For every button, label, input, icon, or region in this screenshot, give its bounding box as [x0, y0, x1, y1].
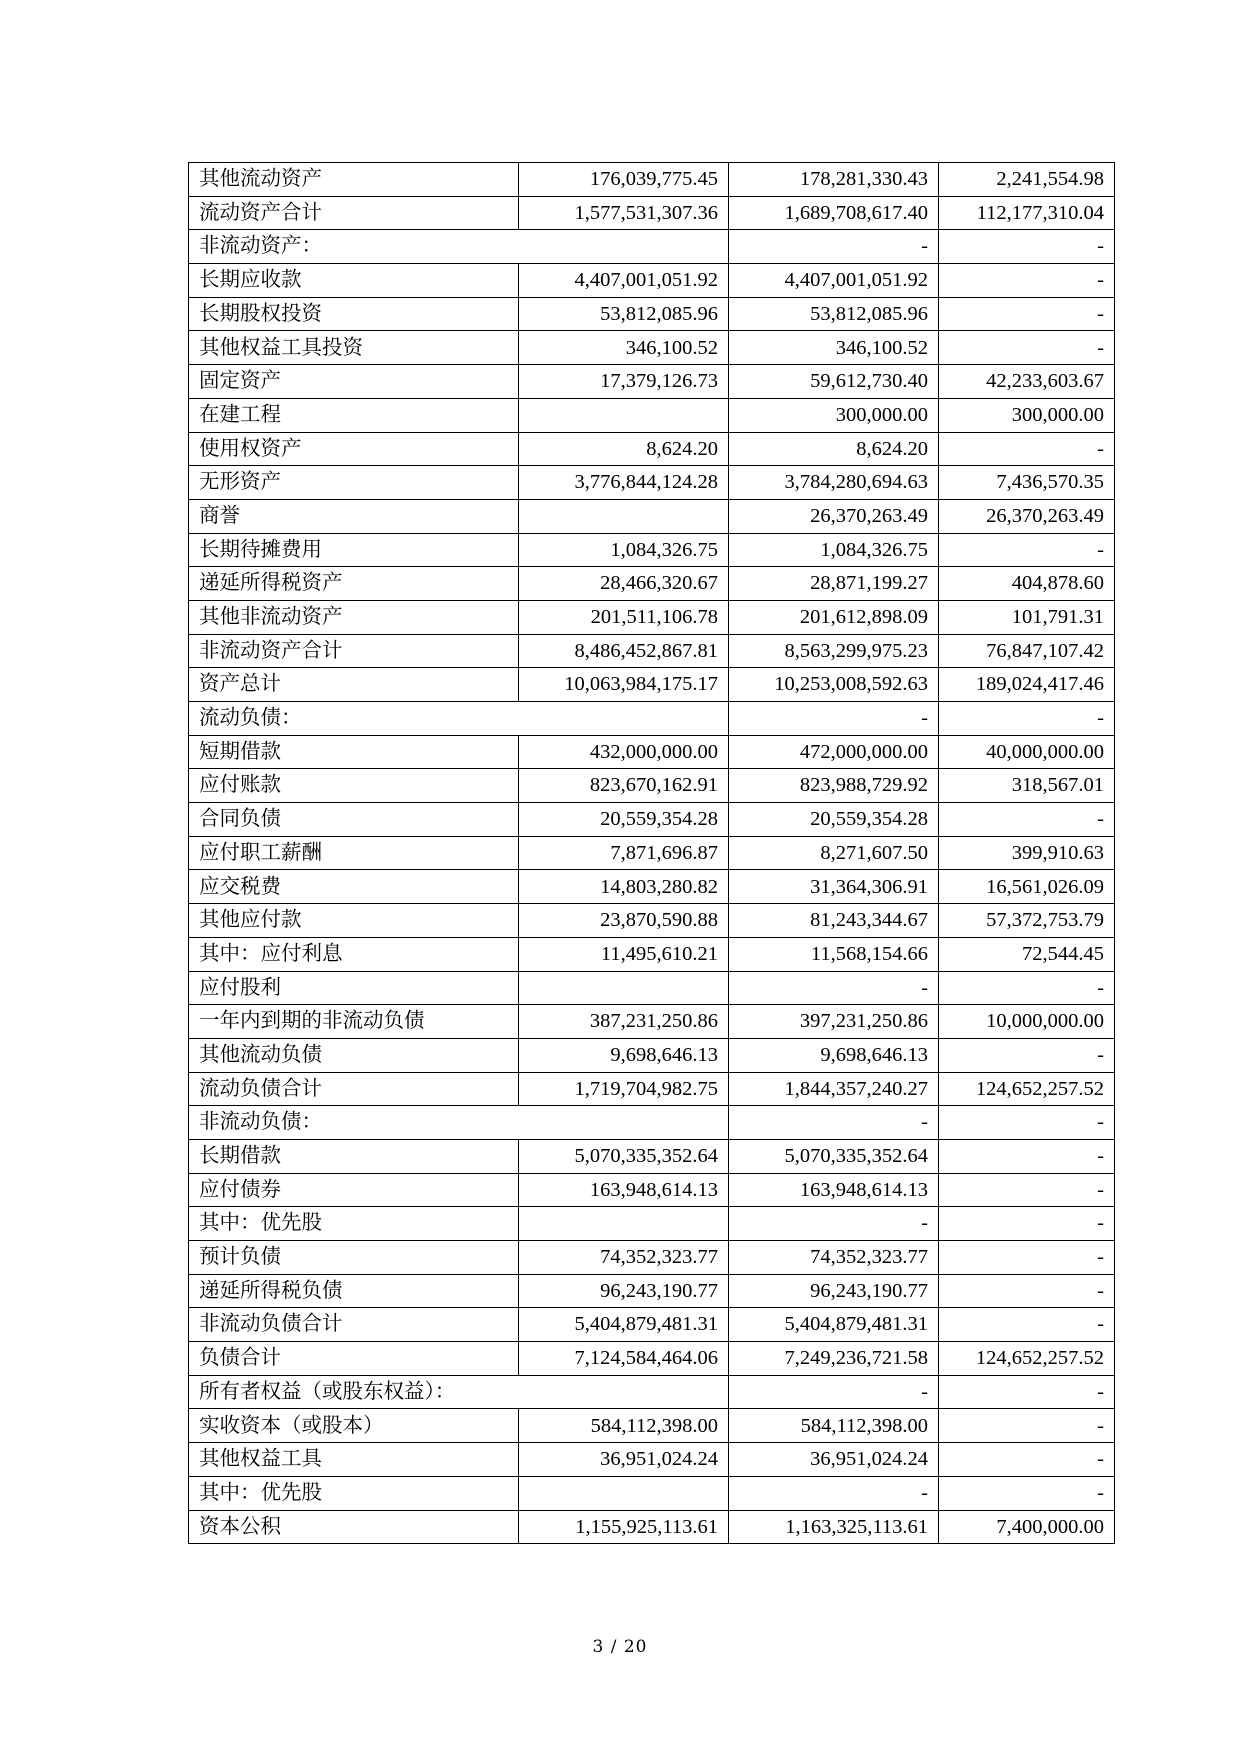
- value-col-3: -: [939, 1308, 1115, 1342]
- value-col-1: 28,466,320.67: [519, 567, 729, 601]
- value-col-3: -: [939, 1139, 1115, 1173]
- value-col-1: 14,803,280.82: [519, 870, 729, 904]
- table-row: [189, 1038, 1115, 1072]
- value-col-1: 432,000,000.00: [519, 735, 729, 769]
- row-label: 非流动负债：: [189, 1106, 729, 1140]
- row-label: 非流动资产：: [189, 230, 729, 264]
- value-col-2: 823,988,729.92: [729, 769, 939, 803]
- value-col-1: 163,948,614.13: [519, 1173, 729, 1207]
- value-col-1: 1,577,531,307.36: [519, 196, 729, 230]
- table-row: [189, 971, 1115, 1005]
- value-col-1: 20,559,354.28: [519, 803, 729, 837]
- value-col-2: 472,000,000.00: [729, 735, 939, 769]
- value-col-3: 124,652,257.52: [939, 1072, 1115, 1106]
- value-col-3: -: [939, 971, 1115, 1005]
- table-row: [189, 1510, 1115, 1544]
- current-page: 3: [592, 1637, 605, 1657]
- value-col-3: 7,400,000.00: [939, 1510, 1115, 1544]
- value-col-1: 23,870,590.88: [519, 904, 729, 938]
- row-label: 应付职工薪酬: [189, 836, 519, 870]
- value-col-3: 399,910.63: [939, 836, 1115, 870]
- table-row: [189, 937, 1115, 971]
- value-col-3: 404,878.60: [939, 567, 1115, 601]
- value-col-3: -: [939, 1375, 1115, 1409]
- row-label: 应付账款: [189, 769, 519, 803]
- table-row: [189, 499, 1115, 533]
- value-col-3: -: [939, 1274, 1115, 1308]
- value-col-2: 4,407,001,051.92: [729, 264, 939, 298]
- table-row: [189, 1139, 1115, 1173]
- value-col-3: -: [939, 702, 1115, 736]
- row-label: 商誉: [189, 499, 519, 533]
- value-col-2: 397,231,250.86: [729, 1005, 939, 1039]
- value-col-2: 20,559,354.28: [729, 803, 939, 837]
- table-row: [189, 163, 1115, 197]
- value-col-3: -: [939, 432, 1115, 466]
- value-col-2: 10,253,008,592.63: [729, 668, 939, 702]
- row-label: 合同负债: [189, 803, 519, 837]
- value-col-1: 8,624.20: [519, 432, 729, 466]
- table-row: [189, 264, 1115, 298]
- value-col-2: 584,112,398.00: [729, 1409, 939, 1443]
- table-row: [189, 331, 1115, 365]
- row-label: 长期股权投资: [189, 297, 519, 331]
- table-row: [189, 668, 1115, 702]
- value-col-1: [519, 971, 729, 1005]
- value-col-3: 7,436,570.35: [939, 466, 1115, 500]
- row-label: 其他权益工具投资: [189, 331, 519, 365]
- row-label: 在建工程: [189, 398, 519, 432]
- value-col-3: -: [939, 297, 1115, 331]
- value-col-1: 10,063,984,175.17: [519, 668, 729, 702]
- value-col-1: [519, 1476, 729, 1510]
- value-col-2: 36,951,024.24: [729, 1443, 939, 1477]
- value-col-1: [519, 398, 729, 432]
- value-col-3: -: [939, 533, 1115, 567]
- row-label: 一年内到期的非流动负债: [189, 1005, 519, 1039]
- table-row: [189, 1106, 1115, 1140]
- row-label: 预计负债: [189, 1241, 519, 1275]
- table-row: [189, 702, 1115, 736]
- value-col-1: [519, 1207, 729, 1241]
- row-label: 其他流动资产: [189, 163, 519, 197]
- table-row: [189, 735, 1115, 769]
- table-row: [189, 1274, 1115, 1308]
- table-row: [189, 567, 1115, 601]
- value-col-1: 176,039,775.45: [519, 163, 729, 197]
- row-label: 实收资本（或股本）: [189, 1409, 519, 1443]
- value-col-3: 300,000.00: [939, 398, 1115, 432]
- value-col-2: 1,844,357,240.27: [729, 1072, 939, 1106]
- row-label: 使用权资产: [189, 432, 519, 466]
- value-col-1: 7,871,696.87: [519, 836, 729, 870]
- table-row: [189, 365, 1115, 399]
- value-col-2: -: [729, 230, 939, 264]
- value-col-1: 5,404,879,481.31: [519, 1308, 729, 1342]
- value-col-1: 201,511,106.78: [519, 600, 729, 634]
- value-col-3: 16,561,026.09: [939, 870, 1115, 904]
- value-col-3: 318,567.01: [939, 769, 1115, 803]
- table-row: [189, 1308, 1115, 1342]
- table-row: [189, 1207, 1115, 1241]
- table-row: [189, 196, 1115, 230]
- table-row: [189, 398, 1115, 432]
- value-col-2: 11,568,154.66: [729, 937, 939, 971]
- value-col-2: 74,352,323.77: [729, 1241, 939, 1275]
- row-label: 无形资产: [189, 466, 519, 500]
- value-col-3: 76,847,107.42: [939, 634, 1115, 668]
- value-col-1: 11,495,610.21: [519, 937, 729, 971]
- row-label: 其中：优先股: [189, 1476, 519, 1510]
- row-label: 流动负债合计: [189, 1072, 519, 1106]
- table-row: [189, 836, 1115, 870]
- value-col-3: -: [939, 1106, 1115, 1140]
- balance-sheet-table: [188, 162, 1115, 1544]
- row-label: 负债合计: [189, 1342, 519, 1376]
- value-col-2: 5,070,335,352.64: [729, 1139, 939, 1173]
- value-col-3: 57,372,753.79: [939, 904, 1115, 938]
- value-col-1: 5,070,335,352.64: [519, 1139, 729, 1173]
- value-col-3: -: [939, 264, 1115, 298]
- value-col-3: -: [939, 1038, 1115, 1072]
- row-label: 递延所得税资产: [189, 567, 519, 601]
- value-col-1: 53,812,085.96: [519, 297, 729, 331]
- page-separator: /: [610, 1637, 618, 1657]
- value-col-3: -: [939, 230, 1115, 264]
- value-col-2: 8,563,299,975.23: [729, 634, 939, 668]
- table-row: [189, 1342, 1115, 1376]
- value-col-2: 31,364,306.91: [729, 870, 939, 904]
- row-label: 应交税费: [189, 870, 519, 904]
- row-label: 其他流动负债: [189, 1038, 519, 1072]
- value-col-2: 28,871,199.27: [729, 567, 939, 601]
- value-col-3: 189,024,417.46: [939, 668, 1115, 702]
- table-row: [189, 1476, 1115, 1510]
- row-label: 非流动资产合计: [189, 634, 519, 668]
- value-col-1: 1,719,704,982.75: [519, 1072, 729, 1106]
- value-col-3: 40,000,000.00: [939, 735, 1115, 769]
- total-pages: 20: [623, 1637, 648, 1657]
- row-label: 长期借款: [189, 1139, 519, 1173]
- value-col-1: 4,407,001,051.92: [519, 264, 729, 298]
- value-col-3: -: [939, 1173, 1115, 1207]
- value-col-2: 3,784,280,694.63: [729, 466, 939, 500]
- value-col-1: [519, 499, 729, 533]
- value-col-2: 59,612,730.40: [729, 365, 939, 399]
- value-col-3: 72,544.45: [939, 937, 1115, 971]
- value-col-1: 8,486,452,867.81: [519, 634, 729, 668]
- value-col-2: 178,281,330.43: [729, 163, 939, 197]
- value-col-2: -: [729, 1375, 939, 1409]
- table-row: [189, 870, 1115, 904]
- value-col-2: -: [729, 1476, 939, 1510]
- table-row: [189, 1241, 1115, 1275]
- table-row: [189, 769, 1115, 803]
- value-col-2: -: [729, 1106, 939, 1140]
- table-row: [189, 1173, 1115, 1207]
- value-col-1: 823,670,162.91: [519, 769, 729, 803]
- table-row: [189, 904, 1115, 938]
- table-row: [189, 432, 1115, 466]
- value-col-3: 2,241,554.98: [939, 163, 1115, 197]
- value-col-3: -: [939, 1476, 1115, 1510]
- row-label: 应付债券: [189, 1173, 519, 1207]
- value-col-2: 8,624.20: [729, 432, 939, 466]
- table-row: [189, 1375, 1115, 1409]
- row-label: 其他权益工具: [189, 1443, 519, 1477]
- value-col-3: 101,791.31: [939, 600, 1115, 634]
- value-col-2: 1,163,325,113.61: [729, 1510, 939, 1544]
- row-label: 流动负债：: [189, 702, 729, 736]
- value-col-1: 387,231,250.86: [519, 1005, 729, 1039]
- value-col-2: 300,000.00: [729, 398, 939, 432]
- row-label: 流动资产合计: [189, 196, 519, 230]
- value-col-2: 8,271,607.50: [729, 836, 939, 870]
- value-col-1: 3,776,844,124.28: [519, 466, 729, 500]
- value-col-1: 584,112,398.00: [519, 1409, 729, 1443]
- balance-sheet-body: [189, 163, 1115, 1544]
- row-label: 长期待摊费用: [189, 533, 519, 567]
- value-col-2: 81,243,344.67: [729, 904, 939, 938]
- value-col-2: 5,404,879,481.31: [729, 1308, 939, 1342]
- row-label: 所有者权益（或股东权益）：: [189, 1375, 729, 1409]
- table-row: [189, 230, 1115, 264]
- table-row: [189, 1072, 1115, 1106]
- row-label: 长期应收款: [189, 264, 519, 298]
- value-col-3: -: [939, 1409, 1115, 1443]
- row-label: 非流动负债合计: [189, 1308, 519, 1342]
- value-col-2: -: [729, 971, 939, 1005]
- value-col-1: 1,155,925,113.61: [519, 1510, 729, 1544]
- value-col-2: 1,689,708,617.40: [729, 196, 939, 230]
- value-col-3: 112,177,310.04: [939, 196, 1115, 230]
- value-col-3: -: [939, 1241, 1115, 1275]
- value-col-1: 1,084,326.75: [519, 533, 729, 567]
- value-col-3: 26,370,263.49: [939, 499, 1115, 533]
- table-row: [189, 803, 1115, 837]
- table-row: [189, 1005, 1115, 1039]
- value-col-1: 7,124,584,464.06: [519, 1342, 729, 1376]
- value-col-2: 163,948,614.13: [729, 1173, 939, 1207]
- value-col-2: 96,243,190.77: [729, 1274, 939, 1308]
- value-col-1: 74,352,323.77: [519, 1241, 729, 1275]
- value-col-2: 26,370,263.49: [729, 499, 939, 533]
- row-label: 应付股利: [189, 971, 519, 1005]
- value-col-1: 96,243,190.77: [519, 1274, 729, 1308]
- value-col-2: -: [729, 702, 939, 736]
- table-row: [189, 634, 1115, 668]
- value-col-3: 10,000,000.00: [939, 1005, 1115, 1039]
- value-col-1: 36,951,024.24: [519, 1443, 729, 1477]
- table-row: [189, 466, 1115, 500]
- table-row: [189, 533, 1115, 567]
- value-col-3: 124,652,257.52: [939, 1342, 1115, 1376]
- value-col-2: 346,100.52: [729, 331, 939, 365]
- row-label: 短期借款: [189, 735, 519, 769]
- row-label: 资产总计: [189, 668, 519, 702]
- value-col-2: 9,698,646.13: [729, 1038, 939, 1072]
- value-col-2: 1,084,326.75: [729, 533, 939, 567]
- value-col-3: -: [939, 1207, 1115, 1241]
- row-label: 固定资产: [189, 365, 519, 399]
- table-row: [189, 600, 1115, 634]
- value-col-2: 201,612,898.09: [729, 600, 939, 634]
- value-col-2: 53,812,085.96: [729, 297, 939, 331]
- value-col-3: -: [939, 803, 1115, 837]
- value-col-3: -: [939, 331, 1115, 365]
- row-label: 其中：优先股: [189, 1207, 519, 1241]
- value-col-2: -: [729, 1207, 939, 1241]
- value-col-3: 42,233,603.67: [939, 365, 1115, 399]
- table-row: [189, 1409, 1115, 1443]
- value-col-1: 346,100.52: [519, 331, 729, 365]
- row-label: 其他非流动资产: [189, 600, 519, 634]
- value-col-1: 9,698,646.13: [519, 1038, 729, 1072]
- table-row: [189, 297, 1115, 331]
- row-label: 递延所得税负债: [189, 1274, 519, 1308]
- row-label: 其他应付款: [189, 904, 519, 938]
- page-number-footer: [0, 1637, 1240, 1657]
- row-label: 其中：应付利息: [189, 937, 519, 971]
- value-col-2: 7,249,236,721.58: [729, 1342, 939, 1376]
- table-row: [189, 1443, 1115, 1477]
- value-col-3: -: [939, 1443, 1115, 1477]
- value-col-1: 17,379,126.73: [519, 365, 729, 399]
- row-label: 资本公积: [189, 1510, 519, 1544]
